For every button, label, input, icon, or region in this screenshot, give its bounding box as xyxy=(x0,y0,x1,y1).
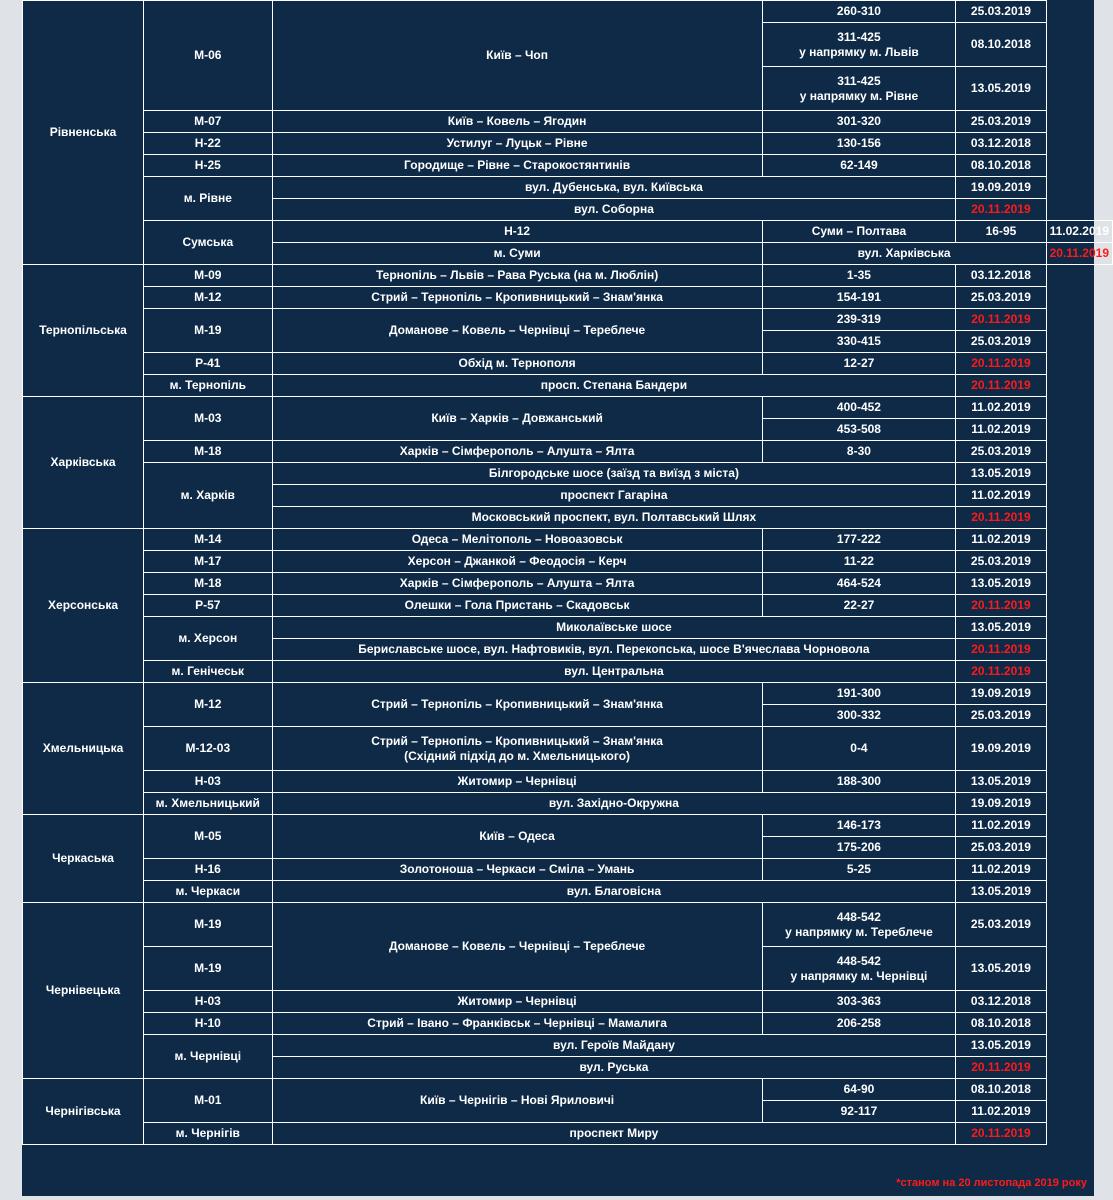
table-row xyxy=(23,133,1113,155)
table-cell: 130-156 xyxy=(762,133,956,155)
table-cell: 25.03.2019 xyxy=(956,331,1046,353)
table-cell: 11.02.2019 xyxy=(956,1101,1046,1123)
table-cell: 177-222 xyxy=(762,529,956,551)
table-cell: Черкаська xyxy=(23,815,144,903)
table-cell: 175-206 xyxy=(762,837,956,859)
table-row xyxy=(23,287,1113,309)
table-cell: 154-191 xyxy=(762,287,956,309)
table-cell: М-07 xyxy=(144,111,273,133)
footnote: *станом на 20 листопада 2019 року xyxy=(896,1177,1087,1189)
table-cell: проспект Миру xyxy=(272,1123,956,1145)
table-cell: 13.05.2019 xyxy=(956,463,1046,485)
table-cell: м. Чернівці xyxy=(144,1035,273,1079)
table-row xyxy=(23,529,1113,551)
table-cell: М-01 xyxy=(144,1079,273,1123)
table-cell: м. Суми xyxy=(272,243,762,265)
table-row xyxy=(23,1013,1113,1035)
table-cell: 1-35 xyxy=(762,265,956,287)
table-cell: 03.12.2018 xyxy=(956,265,1046,287)
table-cell: Одеса – Мелітополь – Новоазовськ xyxy=(272,529,762,551)
table-row xyxy=(23,309,1113,331)
table-cell: Хмельницька xyxy=(23,683,144,815)
table-cell: Золотоноша – Черкаси – Сміла – Умань xyxy=(272,859,762,881)
table-cell: 20.11.2019 xyxy=(956,375,1046,397)
table-cell: Херсонська xyxy=(23,529,144,683)
table-row xyxy=(23,661,1113,683)
table-row xyxy=(23,1,1113,23)
table-cell: 20.11.2019 xyxy=(956,639,1046,661)
table-cell: 311-425 у напрямку м. Львів xyxy=(762,23,956,67)
table-cell: 11.02.2019 xyxy=(1046,221,1112,243)
table-cell: Київ – Одеса xyxy=(272,815,762,859)
table-cell: вул. Дубенська, вул. Київська xyxy=(272,177,956,199)
table-cell: Київ – Ковель – Ягодин xyxy=(272,111,762,133)
table-row xyxy=(23,155,1113,177)
table-row xyxy=(23,991,1113,1013)
table-cell: Н-25 xyxy=(144,155,273,177)
table-cell: Білгородське шосе (заїзд та виїзд з міста) xyxy=(272,463,956,485)
table-cell: Тернопіль – Львів – Рава Руська (на м. Люблін) xyxy=(272,265,762,287)
table-cell: 13.05.2019 xyxy=(956,1035,1046,1057)
table-cell: 13.05.2019 xyxy=(956,573,1046,595)
table-cell: Н-22 xyxy=(144,133,273,155)
table-cell: вул. Центральна xyxy=(272,661,956,683)
table-row xyxy=(23,111,1113,133)
table-cell: 146-173 xyxy=(762,815,956,837)
table-cell: Суми – Полтава xyxy=(762,221,956,243)
table-row xyxy=(23,793,1113,815)
table-cell: М-18 xyxy=(144,441,273,463)
table-cell: Житомир – Чернівці xyxy=(272,991,762,1013)
table-cell: 19.09.2019 xyxy=(956,793,1046,815)
table-row xyxy=(23,265,1113,287)
table-cell: 20.11.2019 xyxy=(956,595,1046,617)
table-cell: 303-363 xyxy=(762,991,956,1013)
table-cell: 448-542 у напрямку м. Тереблече xyxy=(762,903,956,947)
table-cell: Р-41 xyxy=(144,353,273,375)
table-row xyxy=(23,595,1113,617)
table-cell: Харківська xyxy=(23,397,144,529)
table-cell: вул. Харківська xyxy=(762,243,1046,265)
table-row xyxy=(23,815,1113,837)
table-cell: 464-524 xyxy=(762,573,956,595)
table-cell: Московський проспект, вул. Полтавський Шлях xyxy=(272,507,956,529)
table-cell: Доманове – Ковель – Чернівці – Тереблече xyxy=(272,309,762,353)
table-cell: Чернівецька xyxy=(23,903,144,1079)
table-cell: 330-415 xyxy=(762,331,956,353)
table-cell: 20.11.2019 xyxy=(1046,243,1112,265)
table-row xyxy=(23,683,1113,705)
table-cell: Стрий – Тернопіль – Кропивницький – Знам'янка xyxy=(272,287,762,309)
table-cell: 188-300 xyxy=(762,771,956,793)
table-cell: м. Хмельницький xyxy=(144,793,273,815)
table-cell: М-12 xyxy=(144,683,273,727)
table-cell: м. Харків xyxy=(144,463,273,529)
table-cell: М-12-03 xyxy=(144,727,273,771)
table-cell: Н-03 xyxy=(144,991,273,1013)
table-cell: 8-30 xyxy=(762,441,956,463)
table-row xyxy=(23,397,1113,419)
table-row xyxy=(23,1079,1113,1101)
table-cell: Н-12 xyxy=(272,221,762,243)
table-cell: 300-332 xyxy=(762,705,956,727)
table-cell: 20.11.2019 xyxy=(956,507,1046,529)
table-cell: вул. Героїв Майдану xyxy=(272,1035,956,1057)
table-cell: 25.03.2019 xyxy=(956,111,1046,133)
table-cell: 20.11.2019 xyxy=(956,353,1046,375)
table-cell: М-06 xyxy=(144,1,273,111)
table-cell: м. Рівне xyxy=(144,177,273,221)
table-cell: Рівненська xyxy=(23,1,144,265)
table-row xyxy=(23,463,1113,485)
table-cell: 0-4 xyxy=(762,727,956,771)
table-cell: Н-03 xyxy=(144,771,273,793)
table-cell: вул. Благовісна xyxy=(272,881,956,903)
table-cell: М-14 xyxy=(144,529,273,551)
table-cell: 08.10.2018 xyxy=(956,23,1046,67)
table-cell: м. Черкаси xyxy=(144,881,273,903)
table-cell: 11.02.2019 xyxy=(956,485,1046,507)
table-cell: 08.10.2018 xyxy=(956,1013,1046,1035)
table-cell: 25.03.2019 xyxy=(956,287,1046,309)
table-cell: Доманове – Ковель – Чернівці – Тереблече xyxy=(272,903,762,991)
table-cell: 20.11.2019 xyxy=(956,309,1046,331)
table-cell: Херсон – Джанкой – Феодосія – Керч xyxy=(272,551,762,573)
table-cell: 25.03.2019 xyxy=(956,705,1046,727)
table-cell: 20.11.2019 xyxy=(956,661,1046,683)
table-cell: 03.12.2018 xyxy=(956,133,1046,155)
table-cell: 92-117 xyxy=(762,1101,956,1123)
table-row xyxy=(23,771,1113,793)
table-cell: Житомир – Чернівці xyxy=(272,771,762,793)
table-cell: 311-425 у напрямку м. Рівне xyxy=(762,67,956,111)
table-cell: 03.12.2018 xyxy=(956,991,1046,1013)
table-cell: Н-16 xyxy=(144,859,273,881)
table-cell: 13.05.2019 xyxy=(956,947,1046,991)
table-cell: М-09 xyxy=(144,265,273,287)
table-cell: 11.02.2019 xyxy=(956,529,1046,551)
table-cell: М-05 xyxy=(144,815,273,859)
table-row xyxy=(23,727,1113,771)
table-cell: 25.03.2019 xyxy=(956,903,1046,947)
table-row xyxy=(23,551,1113,573)
table-row xyxy=(23,353,1113,375)
table-cell: 11.02.2019 xyxy=(956,815,1046,837)
table-cell: вул. Руська xyxy=(272,1057,956,1079)
table-cell: Київ – Харків – Довжанський xyxy=(272,397,762,441)
table-cell: 25.03.2019 xyxy=(956,837,1046,859)
table-row xyxy=(23,859,1113,881)
table-cell: Харків – Сімферополь – Алушта – Ялта xyxy=(272,441,762,463)
table-cell: 13.05.2019 xyxy=(956,771,1046,793)
table-row xyxy=(23,617,1113,639)
table-cell: 448-542 у напрямку м. Чернівці xyxy=(762,947,956,991)
table-cell: просп. Степана Бандери xyxy=(272,375,956,397)
table-cell: Стрий – Івано – Франківськ – Чернівці – Мамалига xyxy=(272,1013,762,1035)
table-cell: Стрий – Тернопіль – Кропивницький – Знам'янка (Східний підхід до м. Хмельницького) xyxy=(272,727,762,771)
table-cell: Чернігівська xyxy=(23,1079,144,1145)
table-cell: 25.03.2019 xyxy=(956,1,1046,23)
table-cell: 22-27 xyxy=(762,595,956,617)
table-row xyxy=(23,903,1113,947)
table-cell: Бериславське шосе, вул. Нафтовиків, вул. Перекопська, шосе В'ячеслава Чорновола xyxy=(272,639,956,661)
table-cell: Обхід м. Тернополя xyxy=(272,353,762,375)
table-cell: проспект Гагаріна xyxy=(272,485,956,507)
table-cell: М-17 xyxy=(144,551,273,573)
table-cell: м. Чернігів xyxy=(144,1123,273,1145)
table-cell: Н-10 xyxy=(144,1013,273,1035)
table-cell: Тернопільська xyxy=(23,265,144,397)
table-row xyxy=(23,1123,1113,1145)
table-cell: Київ – Чоп xyxy=(272,1,762,111)
table-cell: 62-149 xyxy=(762,155,956,177)
table-row xyxy=(23,573,1113,595)
table-cell: Київ – Чернігів – Нові Яриловичі xyxy=(272,1079,762,1123)
table-cell: 13.05.2019 xyxy=(956,617,1046,639)
table-cell: 5-25 xyxy=(762,859,956,881)
table-cell: Устилуг – Луцьк – Рівне xyxy=(272,133,762,155)
table-cell: 11-22 xyxy=(762,551,956,573)
table-cell: М-12 xyxy=(144,287,273,309)
table-cell: 25.03.2019 xyxy=(956,441,1046,463)
table-cell: 25.03.2019 xyxy=(956,551,1046,573)
table-row xyxy=(23,375,1113,397)
table-cell: 20.11.2019 xyxy=(956,1057,1046,1079)
table-cell: Городище – Рівне – Старокостянтинів xyxy=(272,155,762,177)
table-cell: М-03 xyxy=(144,397,273,441)
table-cell: 301-320 xyxy=(762,111,956,133)
table-cell: 20.11.2019 xyxy=(956,1123,1046,1145)
table-cell: Олешки – Гола Пристань – Скадовськ xyxy=(272,595,762,617)
table-cell: 12-27 xyxy=(762,353,956,375)
road-repairs-table xyxy=(22,0,1113,1145)
table-cell: 239-319 xyxy=(762,309,956,331)
table-cell: Миколаївське шосе xyxy=(272,617,956,639)
table-cell: 11.02.2019 xyxy=(956,419,1046,441)
table-body xyxy=(23,0,1113,1145)
table-cell: 08.10.2018 xyxy=(956,1079,1046,1101)
table-row xyxy=(23,177,1113,199)
table-cell: М-19 xyxy=(144,947,273,991)
table-cell: 16-95 xyxy=(956,221,1046,243)
table-cell: 260-310 xyxy=(762,1,956,23)
table-cell: М-19 xyxy=(144,903,273,947)
table-cell: 206-258 xyxy=(762,1013,956,1035)
table-cell: М-18 xyxy=(144,573,273,595)
table-cell: Харків – Сімферополь – Алушта – Ялта xyxy=(272,573,762,595)
table-cell: 11.02.2019 xyxy=(956,397,1046,419)
table-cell: вул. Соборна xyxy=(272,199,956,221)
table-cell: 191-300 xyxy=(762,683,956,705)
table-cell: вул. Західно-Окружна xyxy=(272,793,956,815)
table-cell: Стрий – Тернопіль – Кропивницький – Знам'янка xyxy=(272,683,762,727)
table-cell: 400-452 xyxy=(762,397,956,419)
table-row xyxy=(23,1035,1113,1057)
table-cell: Р-57 xyxy=(144,595,273,617)
table-cell: Сумська xyxy=(144,221,273,265)
table-row xyxy=(23,441,1113,463)
table-cell: 453-508 xyxy=(762,419,956,441)
table-cell: 11.02.2019 xyxy=(956,859,1046,881)
table-cell: 64-90 xyxy=(762,1079,956,1101)
table-cell: 08.10.2018 xyxy=(956,155,1046,177)
table-cell: 13.05.2019 xyxy=(956,67,1046,111)
table-cell: 19.09.2019 xyxy=(956,683,1046,705)
table-cell: М-19 xyxy=(144,309,273,353)
table-cell: м. Тернопіль xyxy=(144,375,273,397)
table-cell: 19.09.2019 xyxy=(956,177,1046,199)
table-cell: 20.11.2019 xyxy=(956,199,1046,221)
table-row xyxy=(23,881,1113,903)
table-cell: м. Генічеськ xyxy=(144,661,273,683)
table-cell: 13.05.2019 xyxy=(956,881,1046,903)
table-row xyxy=(23,221,1113,243)
table-cell: 19.09.2019 xyxy=(956,727,1046,771)
table-cell: м. Херсон xyxy=(144,617,273,661)
